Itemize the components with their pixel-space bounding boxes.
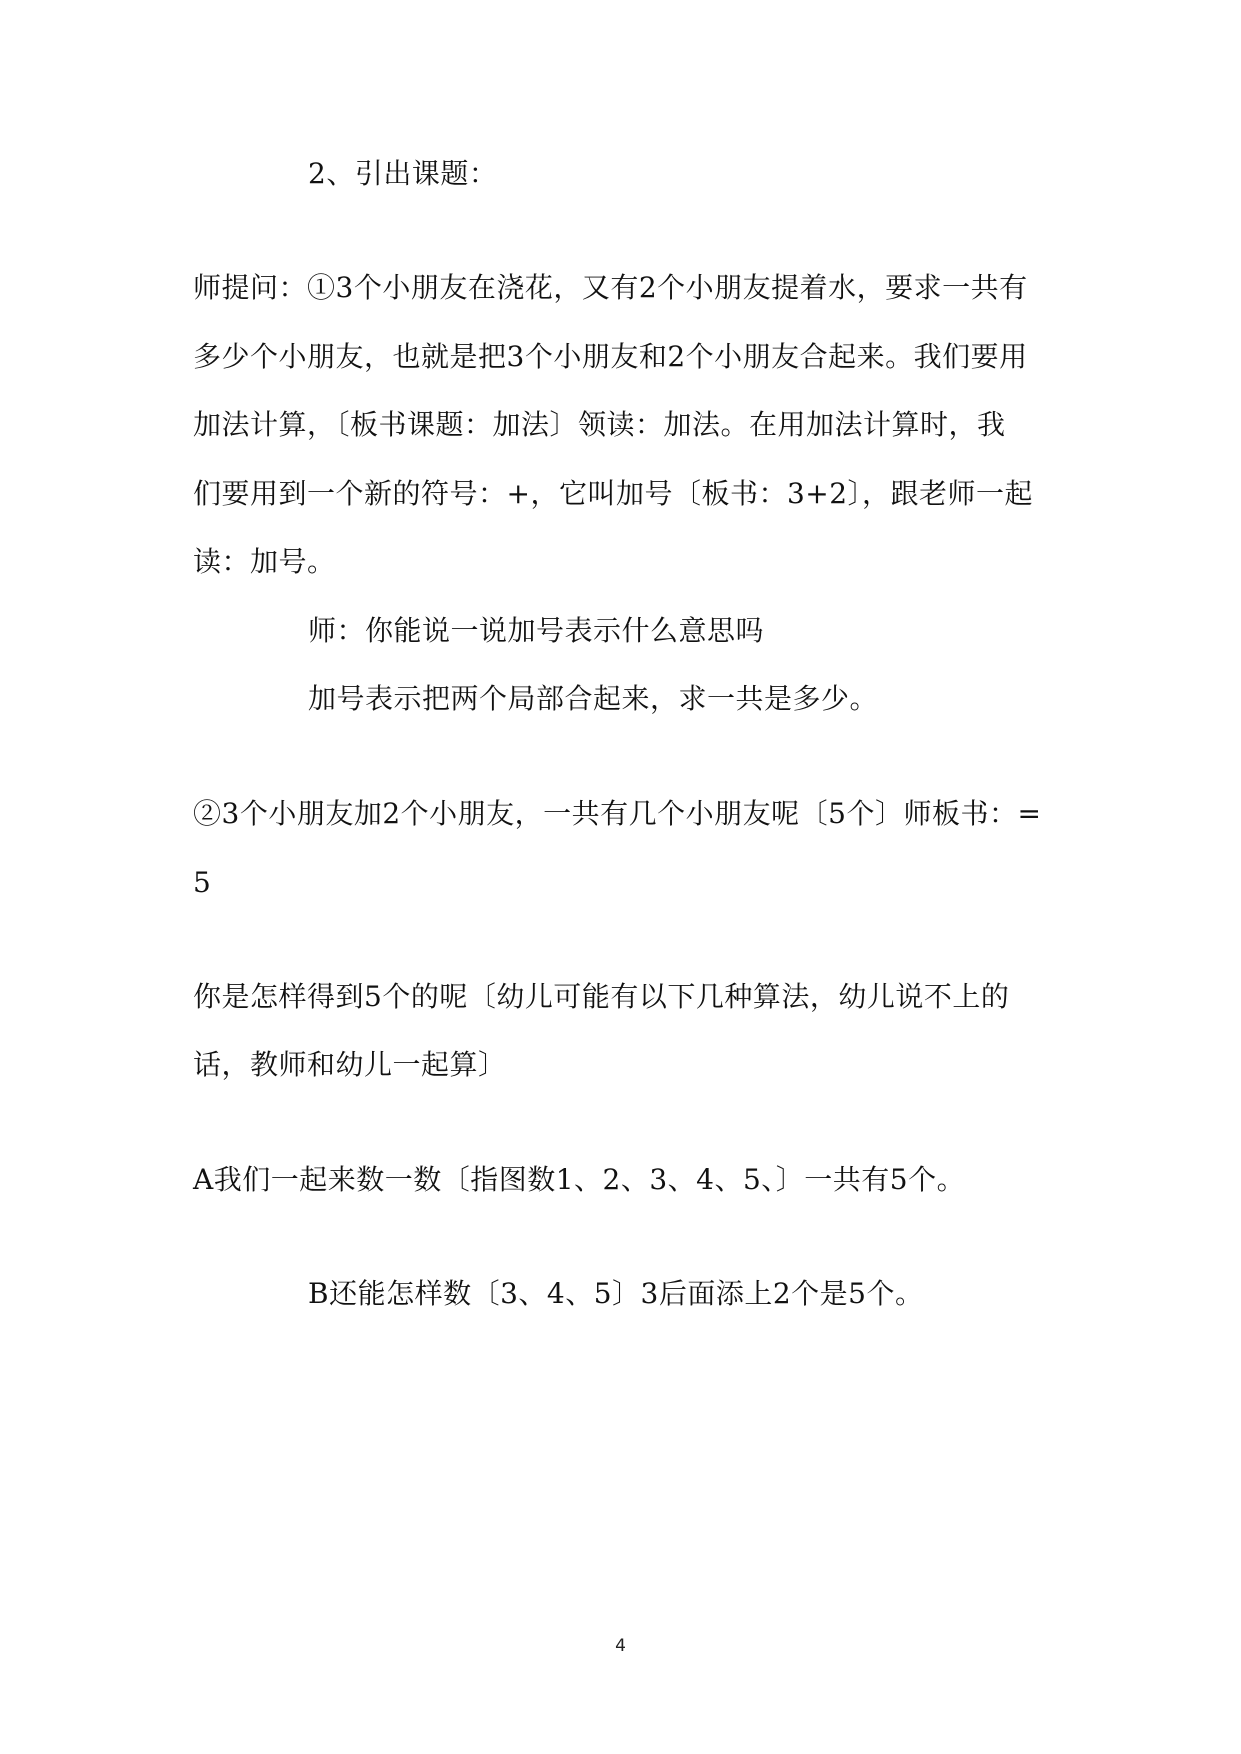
section-heading: 2、引出课题： xyxy=(308,157,498,190)
paragraph-line: 师提问：①3个小朋友在浇花，又有2个小朋友提着水，要求一共有 xyxy=(193,271,1028,304)
paragraph-line: B还能怎样数〔3、4、5〕3后面添上2个是5个。 xyxy=(308,1277,924,1310)
paragraph-line: 你是怎样得到5个的呢〔幼儿可能有以下几种算法，幼儿说不上的 xyxy=(193,980,1010,1013)
paragraph-line: 师：你能说一说加号表示什么意思吗 xyxy=(308,614,765,647)
paragraph-line: 们要用到一个新的符号：+，它叫加号〔板书：3+2〕，跟老师一起 xyxy=(193,477,1034,510)
paragraph-line: ②3个小朋友加2个小朋友，一共有几个小朋友呢〔5个〕师板书：= xyxy=(193,797,1042,830)
page-number: 4 xyxy=(615,1636,626,1656)
paragraph-line: 加号表示把两个局部合起来，求一共是多少。 xyxy=(308,682,879,715)
paragraph-line: 读：加号。 xyxy=(193,545,336,578)
paragraph-line: 5 xyxy=(193,866,212,899)
paragraph-line: 加法计算，〔板书课题：加法〕领读：加法。在用加法计算时，我 xyxy=(193,408,1006,441)
paragraph-line: A我们一起来数一数〔指图数1、2、3、4、5、〕一共有5个。 xyxy=(193,1163,966,1196)
paragraph-line: 多少个小朋友，也就是把3个小朋友和2个小朋友合起来。我们要用 xyxy=(193,340,1028,373)
paragraph-line: 话，教师和幼儿一起算〕 xyxy=(193,1048,507,1081)
